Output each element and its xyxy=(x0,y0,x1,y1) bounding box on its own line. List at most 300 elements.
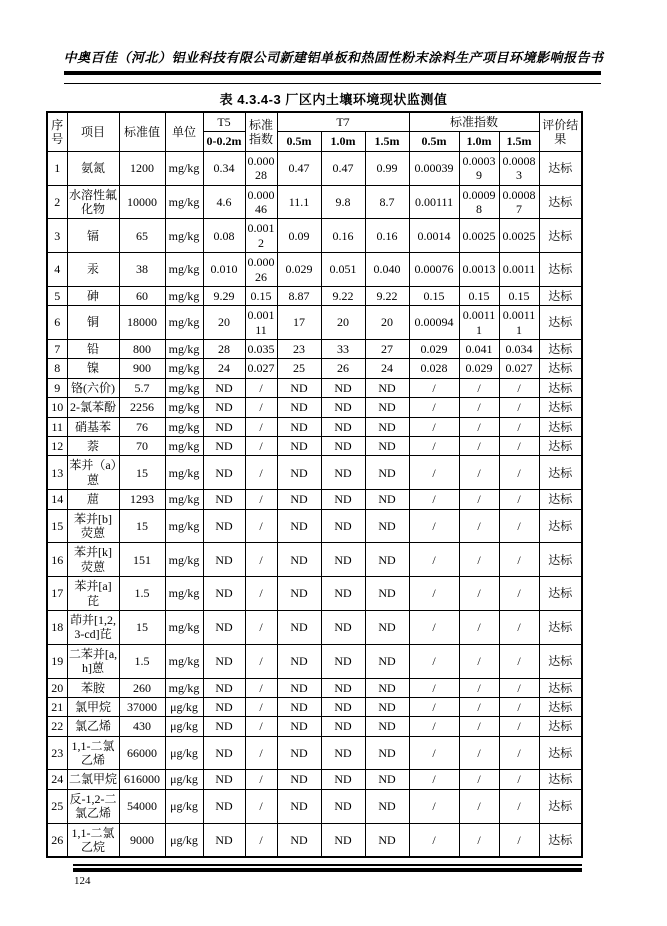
cell-t7-15: ND xyxy=(365,717,409,736)
table-row xyxy=(47,340,582,359)
col-header-unit: 单位 xyxy=(165,112,203,151)
cell-t5-index: / xyxy=(245,417,277,436)
cell-idx-05: / xyxy=(409,610,459,644)
cell-idx-05: 0.00076 xyxy=(409,253,459,287)
cell-idx-05: / xyxy=(409,678,459,697)
cell-unit: mg/kg xyxy=(165,678,203,697)
cell-unit: μg/kg xyxy=(165,789,203,823)
table-body xyxy=(47,151,582,857)
cell-t7-05: 11.1 xyxy=(277,185,321,219)
cell-name: 铅 xyxy=(67,340,119,359)
cell-idx-10: / xyxy=(459,490,499,509)
table-row xyxy=(47,678,582,697)
cell-t7-15: ND xyxy=(365,697,409,716)
cell-name: 氨氮 xyxy=(67,151,119,185)
cell-t7-10: ND xyxy=(321,398,365,417)
cell-result: 达标 xyxy=(539,490,582,509)
col-header-index1: 标准指数 xyxy=(245,112,277,151)
cell-no: 6 xyxy=(47,306,67,340)
cell-idx-10: 0.15 xyxy=(459,286,499,305)
cell-standard: 70 xyxy=(119,437,165,456)
cell-t7-10: ND xyxy=(321,697,365,716)
cell-no: 10 xyxy=(47,398,67,417)
cell-t5: ND xyxy=(203,736,245,770)
table-row xyxy=(47,770,582,789)
cell-t5: ND xyxy=(203,678,245,697)
table-row xyxy=(47,610,582,644)
cell-t7-15: 24 xyxy=(365,359,409,378)
footer-rules xyxy=(73,864,582,872)
table-row xyxy=(47,717,582,736)
cell-idx-15: / xyxy=(499,577,539,611)
cell-t7-05: 25 xyxy=(277,359,321,378)
cell-idx-15: 0.027 xyxy=(499,359,539,378)
footer-rule-thin xyxy=(73,864,582,866)
cell-no: 9 xyxy=(47,378,67,397)
cell-t5-index: 0.00046 xyxy=(245,185,277,219)
cell-no: 26 xyxy=(47,823,67,857)
cell-t5: ND xyxy=(203,644,245,678)
cell-name: 铜 xyxy=(67,306,119,340)
cell-t5-index: / xyxy=(245,456,277,490)
cell-result: 达标 xyxy=(539,789,582,823)
table-row xyxy=(47,456,582,490)
cell-unit: mg/kg xyxy=(165,509,203,543)
cell-t7-10: 26 xyxy=(321,359,365,378)
cell-unit: mg/kg xyxy=(165,644,203,678)
cell-t5-index: 0.15 xyxy=(245,286,277,305)
cell-idx-10: / xyxy=(459,717,499,736)
cell-standard: 76 xyxy=(119,417,165,436)
cell-t7-15: 0.040 xyxy=(365,253,409,287)
cell-result: 达标 xyxy=(539,417,582,436)
cell-name: 苯胺 xyxy=(67,678,119,697)
cell-no: 4 xyxy=(47,253,67,287)
cell-t7-05: 17 xyxy=(277,306,321,340)
cell-t5-index: 0.027 xyxy=(245,359,277,378)
cell-idx-05: / xyxy=(409,697,459,716)
header-rule-thin xyxy=(64,83,601,84)
cell-unit: mg/kg xyxy=(165,253,203,287)
cell-t7-15: ND xyxy=(365,678,409,697)
cell-name: 二苯并[a,h]蒽 xyxy=(67,644,119,678)
cell-name: 1,1-二氯乙烷 xyxy=(67,823,119,857)
table-row xyxy=(47,398,582,417)
table-row xyxy=(47,789,582,823)
cell-t5: ND xyxy=(203,378,245,397)
cell-no: 22 xyxy=(47,717,67,736)
cell-unit: mg/kg xyxy=(165,398,203,417)
cell-result: 达标 xyxy=(539,456,582,490)
table-row xyxy=(47,697,582,716)
cell-idx-15: / xyxy=(499,437,539,456)
cell-idx-15: / xyxy=(499,644,539,678)
cell-idx-05: 0.00111 xyxy=(409,185,459,219)
cell-t5: ND xyxy=(203,509,245,543)
cell-t7-10: ND xyxy=(321,456,365,490)
cell-name: 1,1-二氯乙烯 xyxy=(67,736,119,770)
cell-t7-10: ND xyxy=(321,417,365,436)
cell-result: 达标 xyxy=(539,577,582,611)
cell-t7-05: 8.87 xyxy=(277,286,321,305)
cell-t7-15: ND xyxy=(365,610,409,644)
cell-name: 氯乙烯 xyxy=(67,717,119,736)
cell-name: 硝基苯 xyxy=(67,417,119,436)
cell-t7-05: ND xyxy=(277,437,321,456)
cell-t7-05: ND xyxy=(277,644,321,678)
table-row xyxy=(47,437,582,456)
cell-idx-05: / xyxy=(409,823,459,857)
cell-idx-10: / xyxy=(459,437,499,456)
col-header-result: 评价结果 xyxy=(539,112,582,151)
cell-name: 水溶性氟化物 xyxy=(67,185,119,219)
cell-t5-index: / xyxy=(245,509,277,543)
cell-idx-05: / xyxy=(409,644,459,678)
cell-t5: ND xyxy=(203,610,245,644)
cell-t5: 9.29 xyxy=(203,286,245,305)
cell-t7-05: ND xyxy=(277,678,321,697)
col-header-t7-depth-10: 1.0m xyxy=(321,132,365,151)
header-rule-thick xyxy=(64,71,601,75)
cell-standard: 1.5 xyxy=(119,577,165,611)
cell-t7-10: 0.051 xyxy=(321,253,365,287)
cell-idx-10: / xyxy=(459,644,499,678)
cell-t5: ND xyxy=(203,543,245,577)
cell-t5-index: / xyxy=(245,378,277,397)
cell-idx-15: 0.0011 xyxy=(499,253,539,287)
cell-idx-10: 0.00039 xyxy=(459,151,499,185)
table-row xyxy=(47,253,582,287)
cell-t7-15: ND xyxy=(365,543,409,577)
cell-idx-05: / xyxy=(409,717,459,736)
cell-t7-10: ND xyxy=(321,490,365,509)
cell-t7-10: ND xyxy=(321,789,365,823)
cell-standard: 60 xyxy=(119,286,165,305)
cell-t5-index: / xyxy=(245,543,277,577)
table-row xyxy=(47,543,582,577)
cell-t7-10: ND xyxy=(321,736,365,770)
cell-t7-10: 9.8 xyxy=(321,185,365,219)
col-header-idx-depth-05: 0.5m xyxy=(409,132,459,151)
cell-idx-15: / xyxy=(499,770,539,789)
cell-no: 8 xyxy=(47,359,67,378)
cell-idx-15: / xyxy=(499,610,539,644)
cell-idx-15: / xyxy=(499,678,539,697)
cell-unit: μg/kg xyxy=(165,770,203,789)
cell-t5-index: / xyxy=(245,678,277,697)
cell-idx-15: / xyxy=(499,456,539,490)
col-header-t7: T7 xyxy=(277,112,409,132)
cell-t7-10: ND xyxy=(321,437,365,456)
cell-t5-index: 0.0012 xyxy=(245,219,277,253)
cell-t7-05: ND xyxy=(277,736,321,770)
cell-result: 达标 xyxy=(539,398,582,417)
cell-standard: 800 xyxy=(119,340,165,359)
cell-name: 镉 xyxy=(67,219,119,253)
cell-t7-05: 0.029 xyxy=(277,253,321,287)
cell-idx-10: / xyxy=(459,770,499,789)
cell-idx-05: / xyxy=(409,789,459,823)
cell-t7-10: ND xyxy=(321,543,365,577)
cell-t5-index: / xyxy=(245,577,277,611)
cell-standard: 430 xyxy=(119,717,165,736)
cell-idx-15: / xyxy=(499,490,539,509)
cell-name: 砷 xyxy=(67,286,119,305)
cell-result: 达标 xyxy=(539,509,582,543)
col-header-item: 项目 xyxy=(67,112,119,151)
cell-t7-05: ND xyxy=(277,770,321,789)
cell-idx-05: / xyxy=(409,543,459,577)
cell-t7-05: ND xyxy=(277,398,321,417)
cell-t7-10: 0.16 xyxy=(321,219,365,253)
cell-result: 达标 xyxy=(539,770,582,789)
cell-standard: 15 xyxy=(119,456,165,490)
table-row xyxy=(47,417,582,436)
col-header-seq: 序号 xyxy=(47,112,67,151)
footer-rule-thick xyxy=(73,868,582,872)
cell-idx-10: 0.041 xyxy=(459,340,499,359)
cell-idx-10: / xyxy=(459,417,499,436)
cell-t7-10: ND xyxy=(321,678,365,697)
cell-idx-05: / xyxy=(409,437,459,456)
cell-t7-15: ND xyxy=(365,398,409,417)
cell-result: 达标 xyxy=(539,378,582,397)
cell-standard: 37000 xyxy=(119,697,165,716)
cell-idx-05: / xyxy=(409,378,459,397)
cell-idx-15: / xyxy=(499,736,539,770)
cell-idx-10: / xyxy=(459,736,499,770)
cell-standard: 65 xyxy=(119,219,165,253)
cell-no: 3 xyxy=(47,219,67,253)
cell-t7-10: ND xyxy=(321,770,365,789)
cell-idx-05: / xyxy=(409,417,459,436)
cell-unit: mg/kg xyxy=(165,543,203,577)
cell-t7-05: 0.09 xyxy=(277,219,321,253)
cell-no: 13 xyxy=(47,456,67,490)
cell-no: 2 xyxy=(47,185,67,219)
cell-result: 达标 xyxy=(539,306,582,340)
cell-result: 达标 xyxy=(539,253,582,287)
cell-t7-10: ND xyxy=(321,378,365,397)
table-row xyxy=(47,306,582,340)
cell-standard: 9000 xyxy=(119,823,165,857)
cell-t7-05: ND xyxy=(277,417,321,436)
cell-unit: mg/kg xyxy=(165,219,203,253)
table-row xyxy=(47,577,582,611)
cell-no: 11 xyxy=(47,417,67,436)
cell-no: 24 xyxy=(47,770,67,789)
cell-idx-10: / xyxy=(459,789,499,823)
cell-result: 达标 xyxy=(539,697,582,716)
page-number: 124 xyxy=(74,874,91,887)
cell-unit: mg/kg xyxy=(165,359,203,378)
cell-t7-15: ND xyxy=(365,644,409,678)
cell-result: 达标 xyxy=(539,185,582,219)
cell-idx-10: / xyxy=(459,398,499,417)
cell-t5-index: / xyxy=(245,610,277,644)
cell-no: 21 xyxy=(47,697,67,716)
cell-t5-index: / xyxy=(245,437,277,456)
cell-idx-10: 0.029 xyxy=(459,359,499,378)
cell-idx-15: / xyxy=(499,398,539,417)
cell-t7-15: 20 xyxy=(365,306,409,340)
table-row xyxy=(47,286,582,305)
cell-idx-05: / xyxy=(409,398,459,417)
cell-t5: ND xyxy=(203,717,245,736)
cell-t7-15: ND xyxy=(365,577,409,611)
cell-result: 达标 xyxy=(539,644,582,678)
cell-no: 18 xyxy=(47,610,67,644)
col-header-t7-depth-05: 0.5m xyxy=(277,132,321,151)
cell-t7-15: 0.16 xyxy=(365,219,409,253)
table-row xyxy=(47,823,582,857)
cell-t7-05: ND xyxy=(277,610,321,644)
cell-standard: 1200 xyxy=(119,151,165,185)
cell-idx-10: 0.0013 xyxy=(459,253,499,287)
cell-t7-15: ND xyxy=(365,417,409,436)
cell-t7-05: 23 xyxy=(277,340,321,359)
cell-t7-10: 0.47 xyxy=(321,151,365,185)
cell-t7-05: ND xyxy=(277,577,321,611)
cell-result: 达标 xyxy=(539,823,582,857)
cell-standard: 66000 xyxy=(119,736,165,770)
cell-idx-05: 0.15 xyxy=(409,286,459,305)
cell-no: 20 xyxy=(47,678,67,697)
cell-unit: μg/kg xyxy=(165,717,203,736)
cell-standard: 1.5 xyxy=(119,644,165,678)
cell-result: 达标 xyxy=(539,717,582,736)
table-row xyxy=(47,219,582,253)
cell-idx-15: 0.00087 xyxy=(499,185,539,219)
cell-idx-15: / xyxy=(499,543,539,577)
cell-idx-15: / xyxy=(499,717,539,736)
cell-idx-15: / xyxy=(499,789,539,823)
col-header-t5-depth: 0-0.2m xyxy=(203,132,245,151)
cell-idx-05: / xyxy=(409,577,459,611)
cell-result: 达标 xyxy=(539,359,582,378)
cell-t5-index: / xyxy=(245,789,277,823)
cell-result: 达标 xyxy=(539,437,582,456)
cell-t7-10: ND xyxy=(321,717,365,736)
cell-t7-15: ND xyxy=(365,789,409,823)
cell-unit: mg/kg xyxy=(165,577,203,611)
cell-idx-10: / xyxy=(459,610,499,644)
cell-result: 达标 xyxy=(539,286,582,305)
soil-monitoring-table xyxy=(46,111,583,858)
cell-result: 达标 xyxy=(539,340,582,359)
cell-unit: μg/kg xyxy=(165,697,203,716)
cell-t5-index: 0.00111 xyxy=(245,306,277,340)
cell-name: 汞 xyxy=(67,253,119,287)
cell-name: 镍 xyxy=(67,359,119,378)
cell-t7-05: ND xyxy=(277,697,321,716)
cell-name: 茚并[1,2,3-cd]芘 xyxy=(67,610,119,644)
cell-standard: 260 xyxy=(119,678,165,697)
cell-t7-10: ND xyxy=(321,644,365,678)
cell-t7-15: ND xyxy=(365,437,409,456)
cell-idx-05: / xyxy=(409,456,459,490)
cell-t5-index: / xyxy=(245,644,277,678)
cell-no: 16 xyxy=(47,543,67,577)
cell-t7-10: ND xyxy=(321,577,365,611)
cell-t7-15: 9.22 xyxy=(365,286,409,305)
cell-name: 反-1,2-二氯乙烯 xyxy=(67,789,119,823)
header-rules xyxy=(64,71,601,84)
cell-t7-10: ND xyxy=(321,509,365,543)
cell-t5: ND xyxy=(203,770,245,789)
cell-t7-10: ND xyxy=(321,610,365,644)
cell-t5-index: / xyxy=(245,717,277,736)
cell-result: 达标 xyxy=(539,543,582,577)
cell-unit: μg/kg xyxy=(165,823,203,857)
cell-standard: 18000 xyxy=(119,306,165,340)
cell-t7-05: ND xyxy=(277,490,321,509)
cell-name: 苯并（a）蒽 xyxy=(67,456,119,490)
cell-t7-05: ND xyxy=(277,789,321,823)
cell-no: 17 xyxy=(47,577,67,611)
cell-idx-05: / xyxy=(409,490,459,509)
table-row xyxy=(47,509,582,543)
cell-t5: ND xyxy=(203,437,245,456)
cell-standard: 1293 xyxy=(119,490,165,509)
cell-name: 䓛 xyxy=(67,490,119,509)
cell-unit: mg/kg xyxy=(165,378,203,397)
cell-no: 14 xyxy=(47,490,67,509)
cell-t7-05: ND xyxy=(277,509,321,543)
cell-t5: 28 xyxy=(203,340,245,359)
cell-unit: mg/kg xyxy=(165,286,203,305)
cell-t7-05: ND xyxy=(277,717,321,736)
cell-idx-10: 0.0025 xyxy=(459,219,499,253)
cell-result: 达标 xyxy=(539,219,582,253)
cell-t7-15: ND xyxy=(365,770,409,789)
cell-name: 苯并[b]荧蒽 xyxy=(67,509,119,543)
cell-t5-index: / xyxy=(245,697,277,716)
cell-t5: ND xyxy=(203,577,245,611)
cell-unit: mg/kg xyxy=(165,456,203,490)
cell-name: 二氯甲烷 xyxy=(67,770,119,789)
cell-t5-index: / xyxy=(245,770,277,789)
cell-no: 15 xyxy=(47,509,67,543)
cell-t7-15: ND xyxy=(365,509,409,543)
cell-unit: μg/kg xyxy=(165,736,203,770)
cell-t5: ND xyxy=(203,490,245,509)
cell-t5: ND xyxy=(203,398,245,417)
cell-t7-15: 27 xyxy=(365,340,409,359)
cell-t7-05: ND xyxy=(277,543,321,577)
cell-idx-15: / xyxy=(499,823,539,857)
cell-t7-15: ND xyxy=(365,378,409,397)
cell-idx-15: 0.00083 xyxy=(499,151,539,185)
cell-idx-05: 0.00039 xyxy=(409,151,459,185)
cell-t5-index: / xyxy=(245,736,277,770)
table-header xyxy=(47,112,582,151)
cell-idx-10: / xyxy=(459,456,499,490)
cell-t5: ND xyxy=(203,697,245,716)
col-header-standard: 标准值 xyxy=(119,112,165,151)
col-header-idx-depth-15: 1.5m xyxy=(499,132,539,151)
cell-t7-10: 9.22 xyxy=(321,286,365,305)
cell-t5: ND xyxy=(203,456,245,490)
cell-t5: 24 xyxy=(203,359,245,378)
cell-t5-index: 0.00028 xyxy=(245,151,277,185)
cell-unit: mg/kg xyxy=(165,340,203,359)
cell-standard: 616000 xyxy=(119,770,165,789)
cell-idx-10: / xyxy=(459,543,499,577)
cell-idx-10: / xyxy=(459,577,499,611)
cell-t5: 0.08 xyxy=(203,219,245,253)
cell-name: 铬(六价) xyxy=(67,378,119,397)
